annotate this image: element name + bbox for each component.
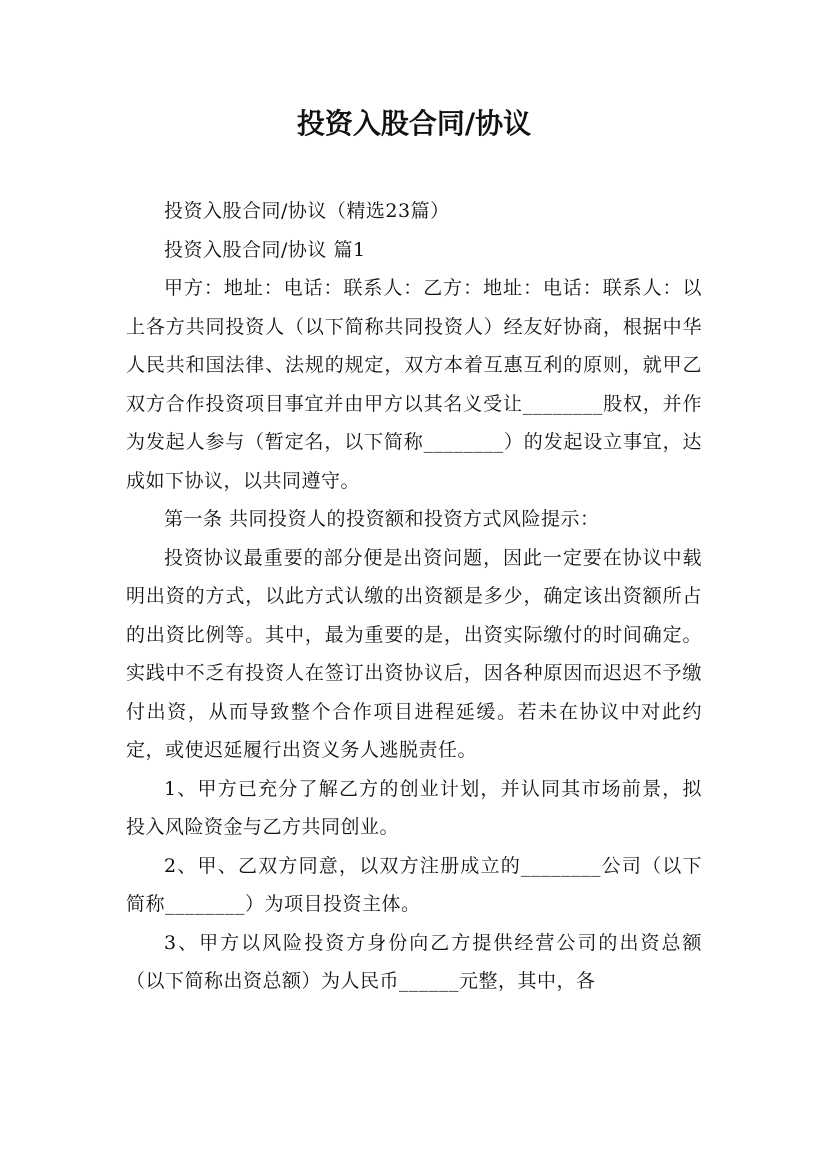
paragraph-item-3: 3、甲方以风险投资方身份向乙方提供经营公司的出资总额（以下简称出资总额）为人民币______元整，其中，各 <box>126 931 702 992</box>
paragraph-item-2: 2、甲、乙双方同意，以双方注册成立的________公司（以下简称________）为项目投资主体。 <box>126 854 702 915</box>
paragraph-risk-note: 投资协议最重要的部分便是出资问题，因此一定要在协议中载明出资的方式，以此方式认缴的出资额是多少，确定该出资额所占的出资比例等。其中，最为重要的是，出资实际缴付的时间确定。实践中不乏有投资人在签订出资协议后，因各种原因而迟迟不予缴付出资，从而导致整个合作项目进程延缓。若未在协议中对此约定，或使迟延履行出资义务人逃脱责任。 <box>126 546 702 761</box>
paragraph-item-1: 1、甲方已充分了解乙方的创业计划，并认同其市场前景，拟投入风险资金与乙方共同创业。 <box>126 777 702 838</box>
document-body <box>126 192 702 1001</box>
paragraph-subtitle: 投资入股合同/协议（精选23篇） <box>164 200 450 222</box>
paragraph-parties: 甲方：地址：电话：联系人：乙方：地址：电话：联系人：以上各方共同投资人（以下简称共同投资人）经友好协商，根据中华人民共和国法律、法规的规定，双方本着互惠互利的原则，就甲乙双方合作投资项目事宜并由甲方以其名义受让________股权，并作为发起人参与（暂定名，以下简称________）的发起设立事宜，达成如下协议，以共同遵守。 <box>126 277 702 492</box>
paragraph-clause-heading: 第一条 共同投资人的投资额和投资方式风险提示： <box>164 508 600 530</box>
document-title: 投资入股合同/协议 <box>296 107 532 140</box>
paragraph-article-heading: 投资入股合同/协议 篇1 <box>164 238 366 261</box>
